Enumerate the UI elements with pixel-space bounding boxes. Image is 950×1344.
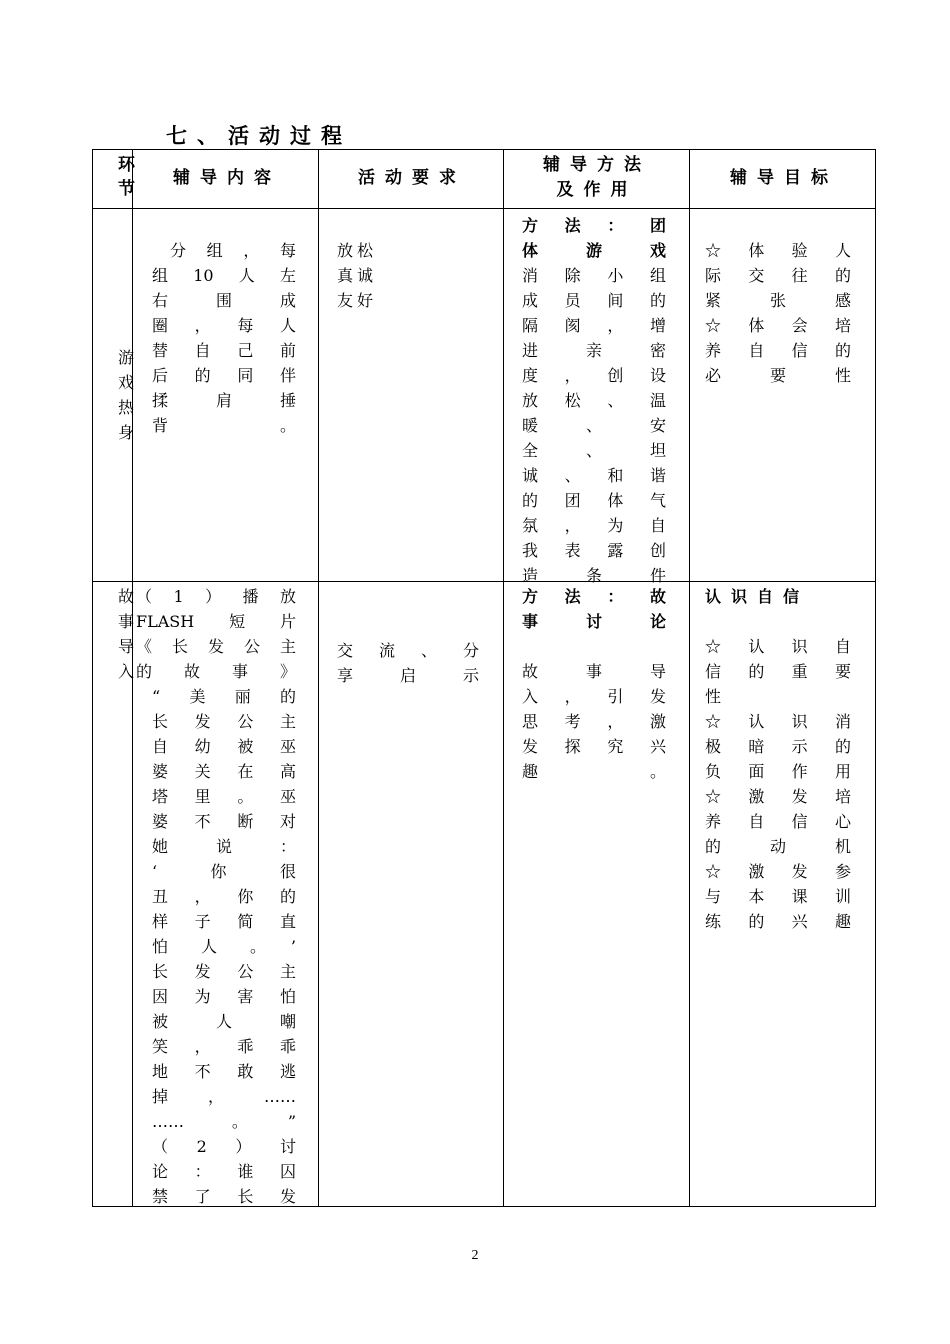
- header-stage: 环 节: [118, 155, 135, 199]
- table-border-right: [875, 149, 876, 1207]
- column-divider: [318, 149, 319, 1207]
- header-method: 辅导方法 及作用: [543, 155, 651, 200]
- page-number: 2: [471, 1248, 479, 1263]
- header-goal: 辅导目标: [730, 168, 838, 188]
- table-border-left: [92, 149, 93, 1207]
- row-2-content-lead: （1）播放 FLASH短片 《长发公主 的故事》: [136, 587, 296, 681]
- row-divider: [92, 581, 876, 582]
- row-2-requirement: 交流、分 享启示: [337, 641, 479, 685]
- header-divider: [92, 208, 876, 209]
- row-1-requirement: 放松 真诚 友好: [337, 241, 378, 310]
- row-1-method-title: 方法：团 体游戏: [522, 216, 666, 260]
- row-2-goal: ☆认识自 信的重要 性 ☆认识消 极暗示的 负面作用 ☆激发培 养自信心 的动机 ☆激发参 与本课训 练的兴趣: [705, 637, 851, 931]
- column-divider: [689, 149, 690, 1207]
- row-2-method-title: 方法：故 事讨论: [522, 587, 666, 631]
- table-border-top: [92, 149, 876, 150]
- header-requirement: 活动要求: [358, 168, 466, 188]
- row-1-goal: ☆体验人 际交往的 紧张感 ☆体会培 养自信的 必要性: [705, 241, 851, 385]
- row-1-method: 消除小组 成员间的 隔阂，增 进亲密 度，创设 放松、温 暖、安 全、坦 诚、和谐 的团体气 氛，为自 我表露创 造条件: [522, 266, 666, 585]
- activity-process-table: [92, 149, 876, 1207]
- row-1-content: 分组，每 组10人左 右围成 圈，每人 替自己前 后的同伴 揉肩捶 背。: [152, 241, 296, 435]
- header-content: 辅导内容: [173, 168, 281, 188]
- row-2-method: 故事导 入，引发 思考，激 发探究兴 趣。: [522, 662, 666, 781]
- section-title: 七、活动过程: [166, 123, 352, 148]
- column-divider: [503, 149, 504, 1207]
- row-2-content: “美丽的 长发公主 自幼被巫 婆关在高 塔里。巫 婆不断对 她说： ‘你很 丑，你的 样子简直 怕人。’ 长发公主 因为害怕 被人嘲 笑，乖乖 地不敢逃 掉，…… ……。” （2）讨 论：谁囚 禁了长发: [152, 687, 296, 1206]
- row-2-stage: 故 事 导 入: [118, 587, 135, 681]
- row-2-goal-title: 认识自信: [705, 587, 810, 606]
- row-1-stage: 游 戏 热 身: [118, 348, 135, 442]
